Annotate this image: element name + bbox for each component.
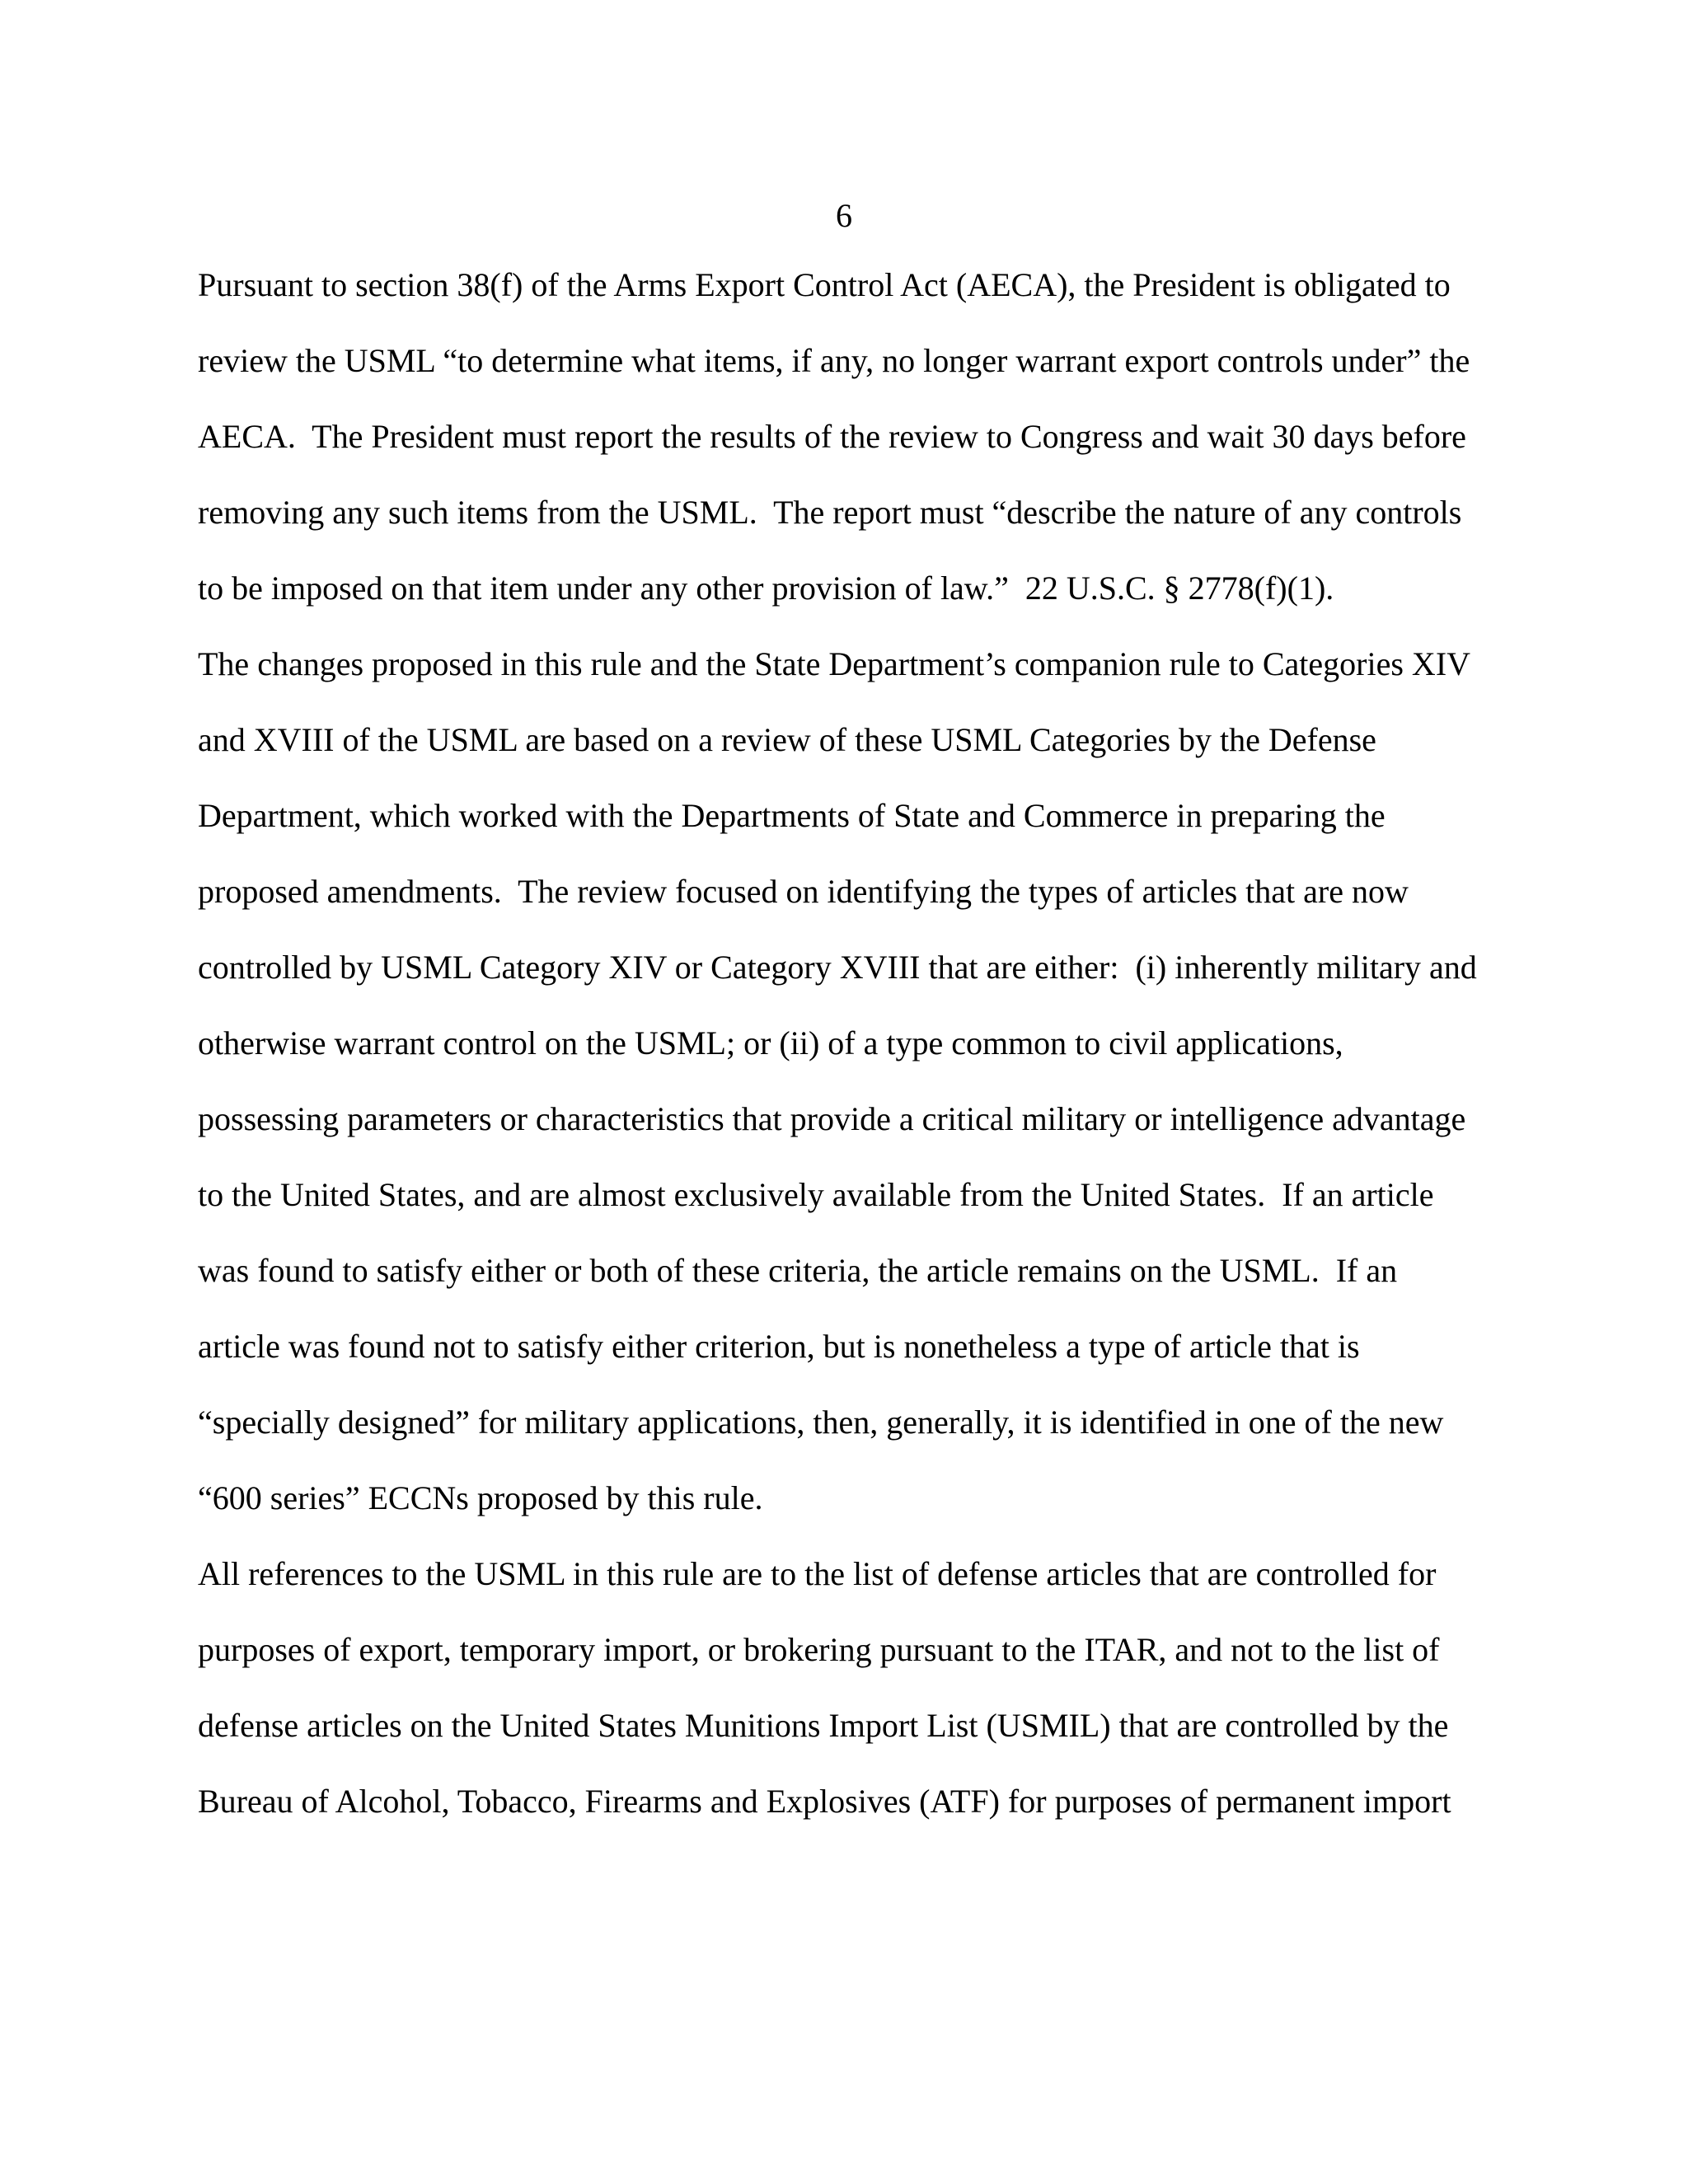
paragraph-usml-references	[198, 1555, 1533, 1821]
text-line: possessing parameters or characteristics that provide a critical military or intelligence advantage	[198, 1100, 1466, 1137]
text-line: “600 series” ECCNs proposed by this rule.	[198, 1479, 763, 1516]
text-line: review the USML “to determine what items, if any, no longer warrant export controls under” the	[198, 342, 1470, 379]
text-line: defense articles on the United States Munitions Import List (USMIL) that are controlled by the	[198, 1707, 1449, 1744]
text-line: to the United States, and are almost exclusively available from the United States. If an article	[198, 1176, 1434, 1213]
text-line: Department, which worked with the Departments of State and Commerce in preparing the	[198, 797, 1386, 834]
page-number: 6	[836, 197, 852, 234]
text-line: controlled by USML Category XIV or Category XVIII that are either: (i) inherently military and	[198, 949, 1477, 986]
document-body	[198, 266, 1533, 1858]
text-line: article was found not to satisfy either criterion, but is nonetheless a type of article that is	[198, 1328, 1360, 1365]
text-line: to be imposed on that item under any other provision of law.” 22 U.S.C. § 2778(f)(1).	[198, 569, 1334, 607]
text-line: The changes proposed in this rule and the State Department’s companion rule to Categories XIV	[198, 645, 1471, 682]
text-line: “specially designed” for military applications, then, generally, it is identified in one of the new	[198, 1404, 1444, 1441]
text-line: proposed amendments. The review focused on identifying the types of articles that are now	[198, 873, 1409, 910]
text-line: Bureau of Alcohol, Tobacco, Firearms and Explosives (ATF) for purposes of permanent import	[198, 1783, 1451, 1820]
paragraph-proposed-changes	[198, 645, 1533, 1517]
text-line: and XVIII of the USML are based on a review of these USML Categories by the Defense	[198, 721, 1376, 758]
text-line: was found to satisfy either or both of these criteria, the article remains on the USML. If an	[198, 1252, 1398, 1289]
text-line: AECA. The President must report the results of the review to Congress and wait 30 days before	[198, 418, 1466, 455]
text-line: otherwise warrant control on the USML; or (ii) of a type common to civil applications,	[198, 1024, 1343, 1062]
paragraph-aeca-review	[198, 266, 1533, 607]
text-line: removing any such items from the USML. The report must “describe the nature of any controls	[198, 494, 1462, 531]
text-line: purposes of export, temporary import, or brokering pursuant to the ITAR, and not to the list of	[198, 1631, 1440, 1668]
text-line: Pursuant to section 38(f) of the Arms Export Control Act (AECA), the President is obligated to	[198, 266, 1451, 303]
text-line: All references to the USML in this rule are to the list of defense articles that are controlled for	[198, 1555, 1437, 1592]
